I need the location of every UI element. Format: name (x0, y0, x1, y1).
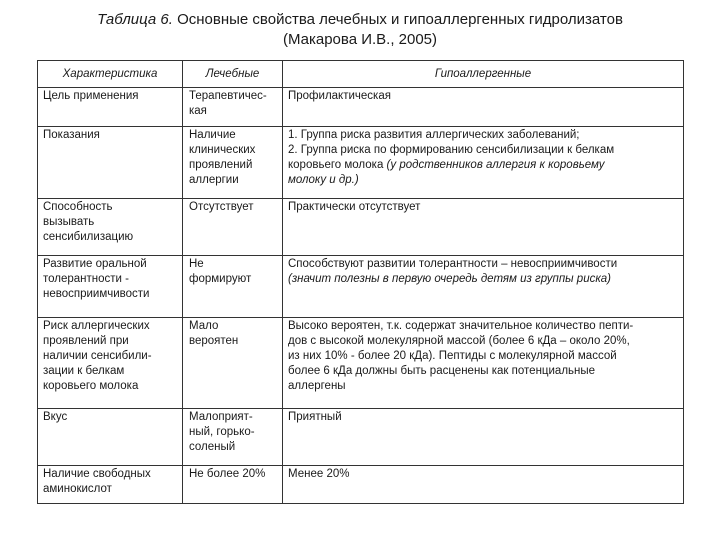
cell-line: проявлений (189, 159, 253, 171)
cell-line (288, 334, 679, 349)
cell-line (288, 364, 679, 379)
title-line-1 (0, 10, 720, 30)
cell-line: формируют (189, 273, 252, 285)
cell-line (288, 128, 679, 143)
properties-table (37, 60, 684, 504)
cell-therapeutic (183, 318, 283, 409)
cell-line: зации к белкам (43, 365, 125, 377)
cell-text: 2. Группа риска по формированию сенсибилизации к белкам (288, 144, 615, 156)
cell-therapeutic (183, 199, 283, 256)
cell-line: Малоприят- (189, 411, 253, 423)
cell-text: аллергены (288, 380, 346, 392)
cell-line (288, 257, 679, 272)
cell-hypoallergenic (283, 88, 684, 127)
title-label: Таблица 6. (97, 11, 173, 28)
cell-characteristic (38, 466, 183, 504)
cell-line: Наличие (189, 129, 236, 141)
cell-text: коровьего молока (288, 159, 387, 171)
cell-line: соленый (189, 441, 236, 453)
cell-text: Профилактическая (288, 90, 391, 102)
cell-line: Наличие свободных (43, 468, 151, 480)
cell-line: невосприимчивости (43, 288, 150, 300)
cell-hypoallergenic (283, 466, 684, 504)
title-source: (Макарова И.В., 2005) (282, 31, 438, 48)
cell-line: Не (189, 258, 204, 270)
cell-line: Способность (43, 201, 113, 213)
table-row (38, 256, 684, 318)
cell-therapeutic (183, 466, 283, 504)
cell-text: Приятный (288, 411, 342, 423)
cell-line (288, 272, 679, 287)
cell-therapeutic (183, 256, 283, 318)
header-hypoallergenic: Гипоаллергенные (283, 61, 684, 88)
cell-hypoallergenic (283, 409, 684, 466)
cell-characteristic (38, 199, 183, 256)
table-row (38, 318, 684, 409)
title-text: Основные свойства лечебных и гипоаллергенных гидролизатов (177, 11, 623, 28)
cell-text: более 6 кДа должны быть расценены как потенциальные (288, 365, 596, 377)
cell-line (288, 200, 679, 215)
cell-line (288, 319, 679, 334)
cell-line: толерантности - (43, 273, 130, 285)
cell-line: вызывать (43, 216, 95, 228)
cell-line (288, 143, 679, 158)
table-row (38, 199, 684, 256)
cell-therapeutic (183, 409, 283, 466)
cell-line: кая (189, 105, 207, 117)
cell-therapeutic (183, 88, 283, 127)
cell-line: коровьего молока (43, 380, 139, 392)
table-row (38, 466, 684, 504)
cell-line: Цель применения (43, 90, 139, 102)
cell-line (288, 410, 679, 425)
cell-text: дов с высокой молекулярной массой (более 6 кДа – около 20%, (288, 335, 630, 347)
cell-text: Способствуют развитии толерантности – невосприимчивости (288, 258, 618, 270)
cell-line: Развитие оральной (43, 258, 147, 270)
cell-line (288, 89, 679, 104)
cell-hypoallergenic (283, 318, 684, 409)
cell-line: аллергии (189, 174, 239, 186)
cell-hypoallergenic (283, 127, 684, 199)
table-body (38, 88, 684, 504)
cell-therapeutic (183, 127, 283, 199)
cell-line: ный, горько- (189, 426, 255, 438)
header-row (38, 61, 684, 88)
cell-italic-note: молоку и др.) (288, 174, 359, 186)
cell-characteristic (38, 88, 183, 127)
cell-line (288, 467, 679, 482)
cell-line (288, 379, 679, 394)
cell-text: Высоко вероятен, т.к. содержат значительное количество пепти- (288, 320, 634, 332)
cell-line: Отсутствует (189, 201, 254, 213)
cell-characteristic (38, 409, 183, 466)
table-row (38, 88, 684, 127)
cell-line: Показания (43, 129, 100, 141)
table-row (38, 409, 684, 466)
cell-line: клинических (189, 144, 256, 156)
cell-line: аминокислот (43, 483, 112, 495)
cell-line: Риск аллергических (43, 320, 150, 332)
cell-text: из них 10% - более 20 кДа). Пептиды с молекулярной массой (288, 350, 617, 362)
cell-characteristic (38, 318, 183, 409)
cell-line: Мало (189, 320, 219, 332)
cell-characteristic (38, 127, 183, 199)
cell-text: Менее 20% (288, 468, 350, 480)
cell-line: проявлений при (43, 335, 129, 347)
cell-characteristic (38, 256, 183, 318)
header-characteristic: Характеристика (38, 61, 183, 88)
cell-line (288, 349, 679, 364)
cell-italic-note: (значит полезны в первую очередь детям из группы риска) (288, 273, 612, 285)
table-title (0, 10, 720, 50)
cell-hypoallergenic (283, 256, 684, 318)
cell-line (288, 173, 679, 188)
cell-line: сенсибилизацию (43, 231, 134, 243)
cell-line: Не более 20% (189, 468, 266, 480)
cell-hypoallergenic (283, 199, 684, 256)
cell-line: вероятен (189, 335, 239, 347)
cell-line: наличии сенсибили- (43, 350, 152, 362)
cell-italic-note: (у родственников аллергия к коровьему (386, 159, 605, 171)
cell-line: Терапевтичес- (189, 90, 267, 102)
cell-text: 1. Группа риска развития аллергических заболеваний; (288, 129, 580, 141)
cell-line (288, 158, 679, 173)
cell-text: Практически отсутствует (288, 201, 421, 213)
table-row (38, 127, 684, 199)
cell-line: Вкус (43, 411, 68, 423)
header-therapeutic: Лечебные (183, 61, 283, 88)
